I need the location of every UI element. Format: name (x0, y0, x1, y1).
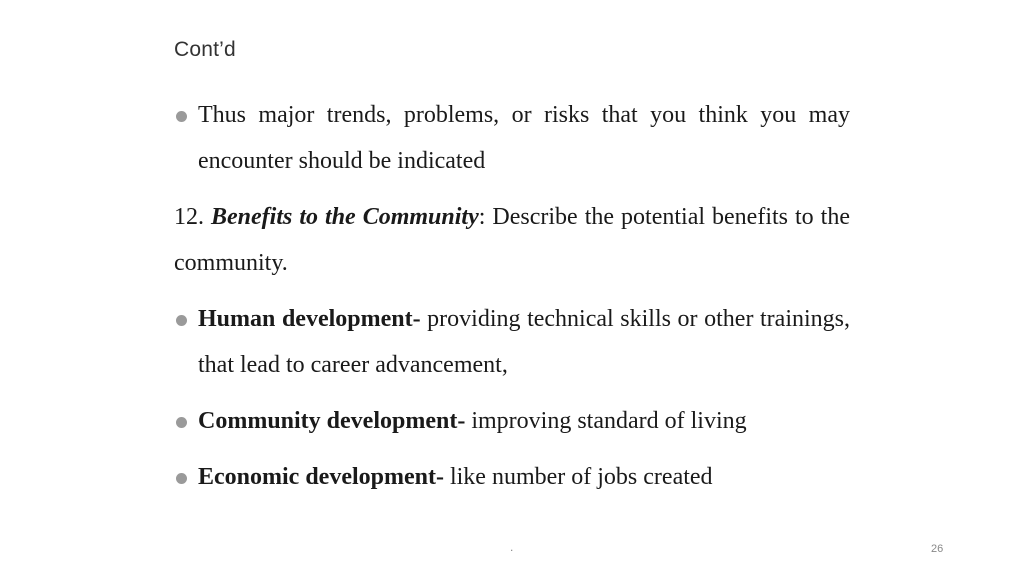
slide-title: Cont’d (174, 38, 236, 61)
bullet-dot-icon (176, 315, 187, 326)
bullet-dot-icon (176, 417, 187, 428)
bullet-dot-icon (176, 473, 187, 484)
bullet-text: Thus major trends, problems, or risks that you think you may encounter should be indicated (198, 102, 850, 174)
item-heading: Benefits to the Community (211, 204, 479, 230)
page-number: 26 (931, 543, 944, 555)
item-text: : Describe the potential benefits to the community. (174, 204, 850, 276)
bullet-item-trends (174, 92, 850, 184)
footer-mark: . (510, 540, 514, 554)
bullet-label: Community development- (198, 408, 466, 434)
bullet-label: Human development- (198, 306, 421, 332)
bullet-item-human-development (174, 296, 850, 388)
bullet-text: providing technical skills or other trainings, that lead to career advancement, (198, 306, 851, 378)
bullet-item-economic-development (174, 454, 850, 500)
bullet-dot-icon (176, 111, 187, 122)
bullet-text: improving standard of living (465, 408, 747, 434)
slide-content (174, 92, 850, 510)
bullet-label: Economic development- (198, 464, 444, 490)
bullet-item-community-development (174, 398, 850, 444)
item-number: 12. (174, 204, 204, 230)
bullet-text: like number of jobs created (443, 464, 713, 490)
numbered-item-benefits (174, 194, 850, 286)
